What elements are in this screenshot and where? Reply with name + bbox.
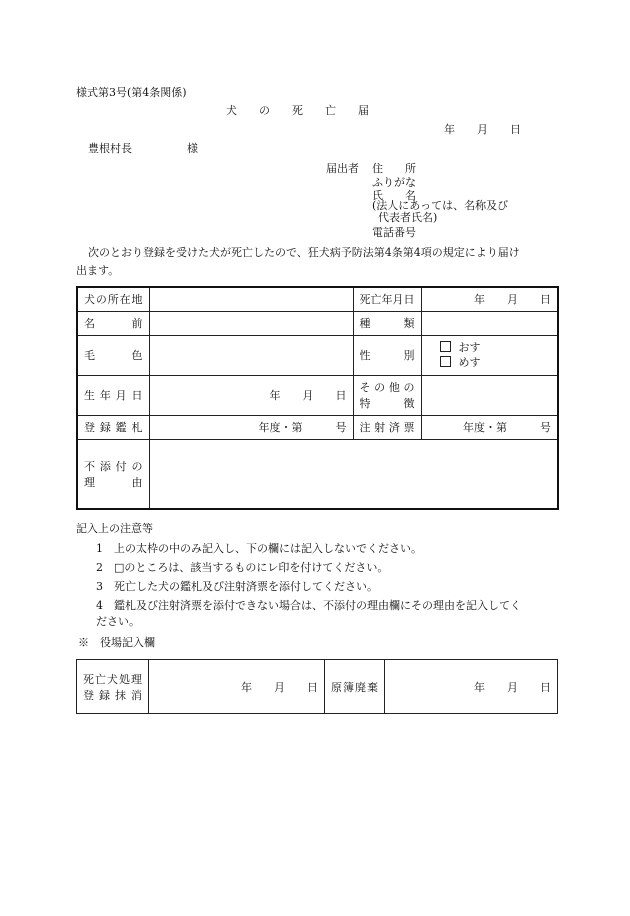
breed-label: 種 類 bbox=[353, 311, 421, 335]
applicant-header: 届出者 bbox=[326, 162, 359, 175]
note-number: 2 bbox=[96, 561, 103, 574]
note-number: 1 bbox=[96, 542, 103, 555]
disposal-date-field[interactable]: 年 月 日 bbox=[149, 660, 325, 714]
note-item bbox=[96, 560, 388, 576]
applicant-furigana-label[interactable]: ふりがな bbox=[372, 176, 416, 189]
office-use-table bbox=[76, 659, 558, 714]
sex-label: 性 別 bbox=[353, 335, 421, 375]
location-field[interactable] bbox=[149, 287, 353, 311]
disposal-label-2: 登録抹消 bbox=[83, 688, 142, 702]
disposal-label-1: 死亡犬処理 bbox=[83, 672, 142, 686]
applicant-phone-label[interactable]: 電話番号 bbox=[372, 226, 416, 239]
coat-color-field[interactable] bbox=[149, 335, 353, 375]
sex-option-label: おす bbox=[458, 341, 481, 354]
note-item-4-continued: ださい。 bbox=[96, 615, 140, 628]
dog-name-label: 名 前 bbox=[77, 311, 149, 335]
dog-death-table bbox=[76, 286, 559, 510]
sex-option-female[interactable] bbox=[440, 355, 552, 370]
note-text: 上の太枠の中のみ記入し、下の欄には記入しないでください。 bbox=[114, 542, 422, 555]
ledger-disposal-date-field[interactable]: 年 月 日 bbox=[385, 660, 558, 714]
form-number: 様式第3号(第4条関係) bbox=[76, 86, 187, 99]
corporate-note-1: (法人にあっては、名称及び bbox=[372, 199, 509, 212]
sex-field bbox=[421, 335, 558, 375]
sex-option-label: めす bbox=[458, 356, 481, 369]
sex-option-male[interactable] bbox=[440, 340, 552, 355]
dog-name-field[interactable] bbox=[149, 311, 353, 335]
note-item bbox=[96, 541, 422, 557]
other-features-label bbox=[353, 375, 421, 415]
checkbox-icon[interactable] bbox=[440, 356, 451, 367]
notes-heading: 記入上の注意等 bbox=[76, 522, 153, 535]
note-number: 4 bbox=[96, 599, 103, 612]
other-features-label-1: その他の bbox=[359, 381, 415, 394]
corporate-note-2: 代表者氏名) bbox=[378, 211, 438, 224]
note-text: 死亡した犬の鑑札及び注射済票を添付してください。 bbox=[114, 580, 378, 593]
form-title: 犬 の 死 亡 届 bbox=[226, 104, 369, 117]
note-text: □のところは、該当するものにレ印を付けてください。 bbox=[114, 561, 389, 574]
applicant-address-label[interactable]: 住 所 bbox=[372, 162, 416, 175]
death-date-label: 死亡年月日 bbox=[353, 287, 421, 311]
vaccine-tag-label: 注射済票 bbox=[353, 415, 421, 439]
tag-label: 登録鑑札 bbox=[77, 415, 149, 439]
no-attach-reason-field[interactable] bbox=[149, 439, 558, 509]
note-item bbox=[96, 579, 378, 595]
ledger-disposal-label: 原簿廃棄 bbox=[325, 660, 385, 714]
coat-color-label: 毛 色 bbox=[77, 335, 149, 375]
no-attach-label-1: 不添付の bbox=[84, 459, 143, 473]
vaccine-tag-field[interactable]: 年度・第 号 bbox=[421, 415, 558, 439]
checkbox-icon[interactable] bbox=[440, 341, 451, 352]
death-date-field[interactable]: 年 月 日 bbox=[421, 287, 558, 311]
note-number: 3 bbox=[96, 580, 103, 593]
tag-field[interactable]: 年度・第 号 bbox=[149, 415, 353, 439]
intro-text-line-2: 出ます。 bbox=[76, 264, 120, 277]
birth-date-field[interactable]: 年 月 日 bbox=[149, 375, 353, 415]
no-attach-label-2: 理 由 bbox=[84, 475, 143, 489]
breed-field[interactable] bbox=[421, 311, 558, 335]
birth-date-label: 生年月日 bbox=[77, 375, 149, 415]
office-use-heading: ※ 役場記入欄 bbox=[78, 636, 155, 649]
other-features-field[interactable] bbox=[421, 375, 558, 415]
location-label: 犬の所在地 bbox=[77, 287, 149, 311]
disposal-label bbox=[77, 660, 149, 714]
intro-text-line-1: 次のとおり登録を受けた犬が死亡したので、狂犬病予防法第4条第4項の規定により届け bbox=[88, 246, 520, 259]
submission-date[interactable]: 年 月 日 bbox=[444, 123, 521, 136]
other-features-label-2: 特 徴 bbox=[359, 397, 415, 410]
addressee: 豊根村長 様 bbox=[88, 142, 198, 155]
note-item bbox=[96, 598, 521, 614]
no-attach-reason-label bbox=[77, 439, 149, 509]
applicant-name-label[interactable]: 氏 名 bbox=[372, 189, 416, 202]
note-text: 鑑札及び注射済票を添付できない場合は、不添付の理由欄にその理由を記入してく bbox=[114, 599, 521, 612]
